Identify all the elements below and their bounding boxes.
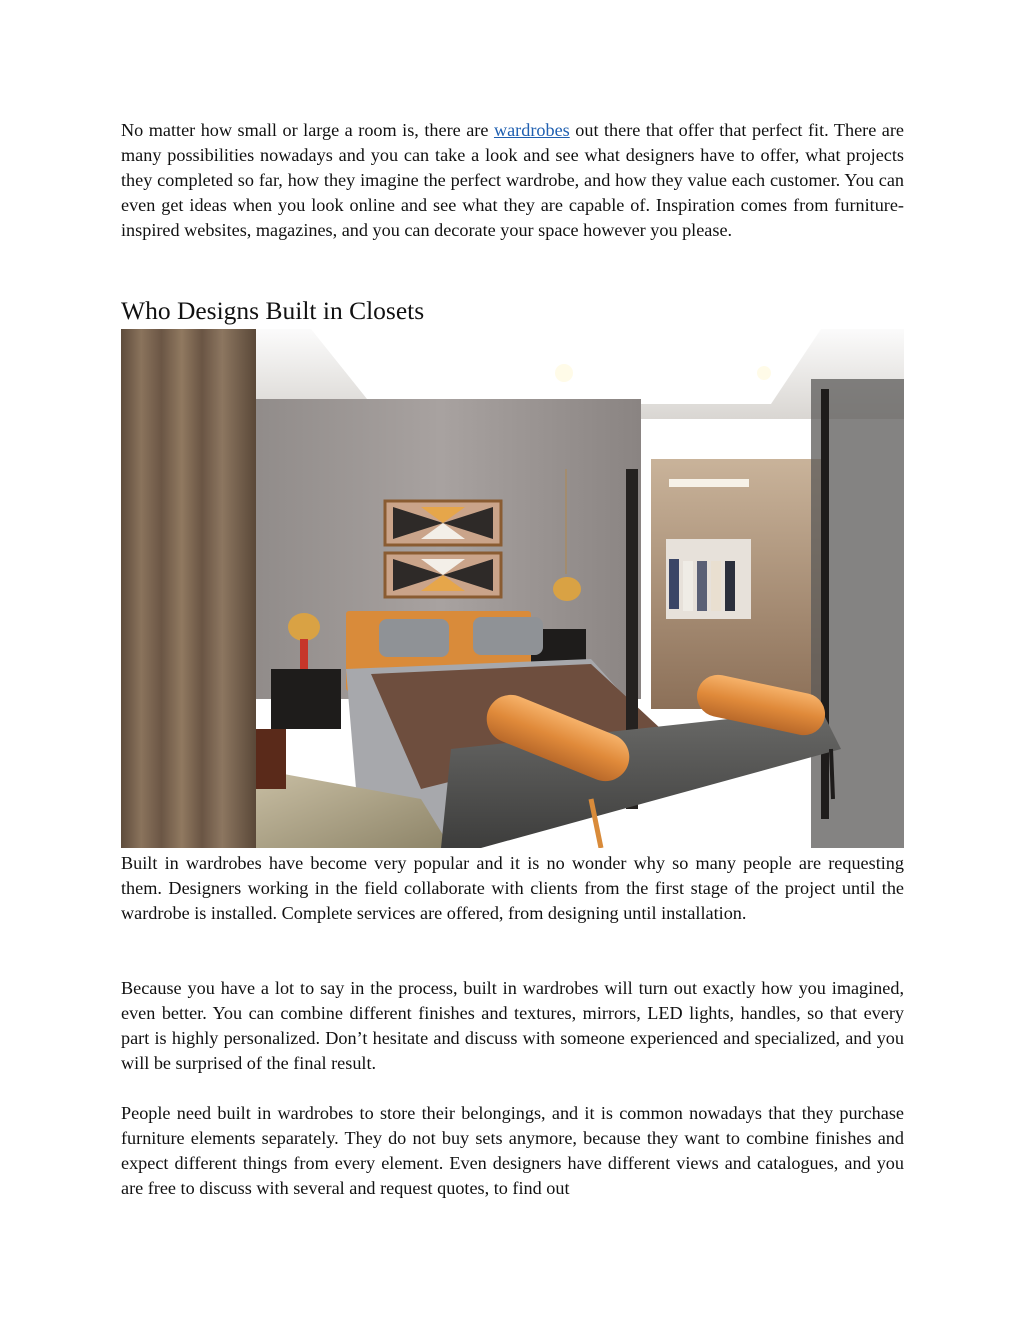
paragraph-process: Because you have a lot to say in the process, built in wardrobes will turn out exactly how you imagined, even better. You can combine different finishes and textures, mirrors, LED lights, handles, so that every part is highly personalized. Don’t hesitate and discuss with someone experienced and specialized, and you will be surprised of the final result. — [121, 978, 904, 1073]
intro-paragraph — [121, 118, 904, 243]
intro-text-before: No matter how small or large a room is, there are — [121, 120, 494, 140]
bedroom-photo — [121, 329, 904, 848]
paragraph-popularity: Built in wardrobes have become very popular and it is no wonder why so many people are requesting them. Designers working in the field collaborate with clients from the first stage of the project until the wardrobe is installed. Complete services are offered, from designing until installation. — [121, 853, 904, 923]
intro-text-after: out there that offer that perfect fit. There are many possibilities nowadays and you can take a look and see what designers have to offer, what projects they completed so far, how they imagine the perfect wardrobe, and how they value each customer. You can even get ideas when you look online and see what they are capable of. Inspiration comes from furniture-inspired websites, magazines, and you can decorate your space however you please. — [121, 120, 904, 240]
wardrobes-link[interactable]: wardrobes — [493, 120, 570, 140]
paragraph-belongings: People need built in wardrobes to store their belongings, and it is common nowadays that they purchase furniture elements separately. They do not buy sets anymore, because they want to combine finishes and expect different things from every element. Even designers have different views and catalogues, and you are free to discuss with several and request quotes, to find out — [121, 1103, 904, 1198]
section-heading: Who Designs Built in Closets — [121, 296, 425, 325]
